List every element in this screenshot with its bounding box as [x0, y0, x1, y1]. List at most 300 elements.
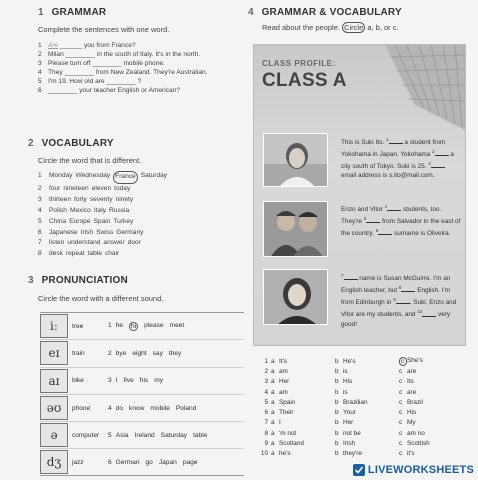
pronunciation-row — [40, 367, 244, 394]
enzo-vitor-photo — [263, 201, 328, 257]
pronunciation-word[interactable]: Poland — [175, 404, 197, 412]
option-text: am no — [407, 429, 425, 437]
keyword: bike — [72, 377, 84, 385]
vocabulary-word[interactable]: Swiss — [96, 228, 114, 236]
pronunciation-word[interactable]: Asia — [115, 431, 129, 439]
question-number: 9 — [264, 440, 268, 448]
option-c[interactable] — [399, 450, 463, 457]
option-a[interactable] — [271, 368, 335, 375]
pronunciation-word[interactable]: know — [129, 404, 145, 412]
item-number: 1 — [38, 42, 42, 49]
option-b[interactable] — [335, 358, 399, 365]
pronunciation-word[interactable]: Ireland — [134, 431, 155, 439]
paragraph-suki — [341, 135, 461, 180]
gap-blank[interactable] — [396, 298, 410, 304]
answer-row — [258, 387, 474, 397]
liveworksheets-logo — [352, 463, 474, 477]
item-number: 2 — [38, 184, 42, 192]
answer-blank[interactable]: ________ — [64, 69, 94, 77]
option-letter: b — [335, 440, 339, 448]
grammar-item — [38, 86, 238, 95]
susan-photo — [263, 269, 328, 325]
option-a[interactable] — [271, 450, 335, 457]
vocabulary-word[interactable]: Russia — [108, 206, 130, 214]
option-letter: b — [335, 450, 339, 458]
vocabulary-word[interactable]: Spain — [93, 217, 111, 225]
item-number: 2 — [38, 51, 42, 59]
option-letter: a — [271, 440, 275, 448]
pronunciation-word[interactable]: mobile — [150, 404, 170, 412]
profile-title: CLASS A — [262, 70, 347, 91]
option-b[interactable] — [335, 368, 399, 375]
vocabulary-heading — [28, 138, 114, 149]
vocabulary-word[interactable]: France — [113, 171, 138, 184]
option-c[interactable] — [399, 368, 463, 375]
option-text: His — [343, 378, 353, 386]
option-b[interactable] — [335, 430, 399, 437]
vocabulary-word[interactable]: chair — [104, 250, 120, 258]
item-number: 5 — [108, 431, 112, 439]
paragraph-enzo-vitor — [341, 202, 461, 238]
grammar-item — [38, 41, 238, 50]
question-number: 7 — [264, 419, 268, 427]
vocabulary-word[interactable]: Saturday — [140, 172, 168, 179]
option-letter: c — [399, 357, 407, 366]
option-letter: c — [399, 440, 403, 448]
option-c[interactable] — [399, 440, 463, 447]
option-a[interactable] — [271, 399, 335, 406]
item-body: Are ______ you from France? — [48, 42, 136, 49]
item-number: 2 — [108, 349, 112, 357]
vocabulary-word[interactable]: Turkey — [113, 217, 134, 225]
vocabulary-word[interactable]: Europe — [69, 217, 91, 225]
phonetic-symbol: ə — [40, 423, 68, 447]
answer-blank[interactable]: ________ — [92, 60, 122, 68]
item-body — [48, 50, 200, 59]
vocabulary-item — [38, 249, 238, 260]
gap-blank[interactable] — [344, 274, 358, 280]
pronunciation-row — [40, 312, 244, 339]
option-b[interactable] — [335, 450, 399, 457]
keyword: phone — [72, 404, 91, 412]
section-title: GRAMMAR & VOCABULARY — [261, 7, 402, 18]
gap-number: 3 — [428, 161, 431, 167]
grammar-item — [38, 77, 238, 86]
option-text: they're — [343, 450, 362, 458]
item-number: 6 — [108, 458, 112, 466]
question-number: 2 — [264, 367, 268, 375]
answer-row — [258, 377, 474, 387]
option-c[interactable] — [399, 419, 463, 426]
option-letter: a — [271, 388, 275, 396]
item-number: 4 — [38, 69, 42, 77]
liveworksheets-logo-icon — [352, 463, 366, 477]
item-text: you from France? — [83, 42, 136, 49]
item-number: 3 — [38, 195, 42, 203]
paragraph-text: students, too. They're — [341, 206, 442, 226]
answer-row — [258, 418, 474, 428]
gap-blank[interactable] — [431, 162, 445, 168]
item-prefix: I'm 19. How old are — [48, 78, 105, 86]
item-number: 1 — [38, 172, 42, 179]
grammar-item — [38, 50, 238, 59]
profile-subtitle: CLASS PROFILE: — [262, 59, 336, 68]
vocabulary-word[interactable]: answer — [103, 239, 125, 247]
option-letter: b — [335, 367, 339, 375]
paragraph-text: from Salvador in the east of the country. — [341, 218, 461, 238]
option-b[interactable] — [335, 419, 399, 426]
gap-blank[interactable] — [375, 228, 392, 235]
option-letter: b — [335, 419, 339, 427]
question-number: 3 — [264, 378, 268, 386]
vocabulary-word[interactable]: desk — [49, 250, 63, 258]
option-letter: b — [335, 357, 339, 365]
paragraph-text: a student from Yokohama in Japan. Yokohama — [341, 139, 446, 159]
option-text: are — [407, 388, 417, 396]
option-a[interactable] — [271, 358, 335, 365]
vocabulary-word[interactable]: eleven — [91, 184, 112, 192]
option-text: am — [279, 388, 288, 396]
option-letter: b — [335, 398, 339, 406]
reading-instruction — [262, 23, 399, 32]
gap-number: 10 — [417, 309, 423, 315]
item-number: 4 — [108, 404, 112, 412]
pronunciation-word[interactable]: eight — [132, 349, 147, 357]
grammar-heading — [38, 7, 106, 18]
option-c[interactable] — [399, 409, 463, 416]
keyword: computer — [72, 431, 100, 439]
item-number: 3 — [38, 60, 42, 68]
logo-text: LIVEWORKSHEETS — [367, 464, 474, 476]
pronunciation-word[interactable]: table — [193, 431, 208, 439]
option-letter: c — [399, 398, 403, 406]
answer-row — [258, 397, 474, 407]
item-body — [48, 68, 208, 77]
paragraph-text: a city south of Tokyo. Suki is 25. — [341, 151, 454, 171]
paragraph-text: name is Susan McGuirre. I'm an English teacher, but — [341, 275, 451, 295]
phonetic-symbol: iː — [40, 314, 68, 338]
keyword: tree — [72, 322, 84, 330]
grammar-item — [38, 68, 238, 77]
gap-number: 1 — [386, 137, 389, 142]
paragraph-text: English. I'm from Edinburgh in — [341, 287, 451, 307]
question-number: 5 — [264, 398, 268, 406]
option-a[interactable] — [271, 378, 335, 385]
vocabulary-word[interactable]: understand — [67, 239, 101, 247]
option-text: 'm not — [279, 429, 297, 437]
option-a[interactable] — [271, 389, 335, 396]
vocabulary-instruction: Circle the word that is different. — [38, 156, 142, 165]
item-prefix: Milan — [48, 51, 64, 59]
vocabulary-word[interactable]: today — [114, 184, 131, 192]
keyword: train — [72, 349, 85, 357]
option-text: Their — [279, 409, 294, 417]
pronunciation-word[interactable]: German — [115, 458, 140, 466]
pronunciation-heading — [28, 275, 128, 286]
instruction-text-end: a, b, or c. — [365, 23, 399, 32]
answer-blank[interactable]: ________ — [106, 78, 136, 86]
word-group — [108, 350, 181, 357]
item-text: ? — [137, 78, 142, 86]
option-text: I — [279, 419, 281, 427]
gap-number: 4 — [384, 204, 388, 209]
pronunciation-word[interactable]: they — [168, 349, 182, 357]
suki-photo — [263, 133, 328, 187]
item-text: from New Zealand. They're Australian. — [95, 69, 208, 77]
vocabulary-word[interactable]: China — [49, 217, 67, 225]
vocabulary-item — [38, 238, 238, 249]
section-title: PRONUNCIATION — [41, 275, 128, 286]
item-number: 7 — [38, 239, 42, 247]
pronunciation-word[interactable]: my — [154, 377, 164, 385]
option-letter: a — [271, 419, 275, 427]
vocabulary-item — [38, 228, 238, 239]
option-b[interactable] — [335, 389, 399, 396]
word-group — [108, 459, 197, 466]
option-letter: b — [335, 378, 339, 386]
question-number: 6 — [264, 409, 268, 417]
pronunciation-word[interactable]: his — [139, 377, 149, 385]
item-number: 5 — [38, 217, 42, 225]
option-letter: c — [399, 450, 403, 458]
option-letter: a — [271, 429, 275, 437]
option-b[interactable] — [335, 378, 399, 385]
vocabulary-word[interactable]: nineteen — [63, 184, 89, 192]
option-a[interactable] — [271, 409, 335, 416]
option-c[interactable] — [399, 389, 463, 396]
vocabulary-word[interactable]: listen — [49, 239, 65, 247]
option-text: is — [343, 367, 348, 375]
option-text: Irish — [343, 440, 356, 448]
item-text: mobile phone. — [123, 60, 165, 68]
question-number: 10 — [260, 450, 268, 458]
option-text: Brazil — [407, 398, 423, 406]
question-number: 1 — [264, 357, 268, 365]
phonetic-symbol: eɪ — [40, 341, 68, 365]
option-text: It's — [279, 357, 287, 365]
vocabulary-item — [38, 217, 238, 228]
gap-number: 7 — [341, 273, 344, 278]
word-group — [108, 432, 207, 439]
option-c[interactable] — [399, 399, 463, 406]
vocabulary-word[interactable]: seventy — [89, 195, 113, 203]
paragraph-text: email address is s.ito@mail.com. — [341, 172, 435, 180]
vocabulary-word[interactable]: door — [127, 239, 141, 247]
item-body — [48, 86, 180, 95]
vocabulary-list — [38, 171, 238, 260]
option-text: She's — [407, 356, 423, 364]
pronunciation-word[interactable]: Saturday — [160, 431, 188, 439]
answer-row — [258, 449, 474, 459]
vocabulary-word[interactable]: Monday — [49, 172, 73, 179]
vocabulary-word[interactable]: Italy — [93, 206, 106, 214]
vocabulary-item — [38, 206, 238, 217]
answer-row — [258, 366, 474, 376]
gap-blank[interactable] — [422, 311, 436, 317]
option-letter: c — [399, 419, 403, 427]
pronunciation-word[interactable]: five — [123, 377, 134, 385]
option-text: Scottish — [407, 440, 430, 448]
vocabulary-word[interactable]: Mexico — [69, 206, 91, 214]
vocabulary-word[interactable]: table — [87, 250, 102, 258]
item-number: 5 — [38, 78, 42, 86]
pronunciation-table — [40, 312, 244, 476]
item-body — [48, 59, 165, 68]
option-letter: c — [399, 367, 403, 375]
option-c[interactable] — [399, 430, 463, 437]
paragraph-text: very good! — [341, 311, 451, 328]
option-a[interactable] — [271, 440, 335, 447]
grammar-item — [38, 59, 238, 68]
pronunciation-word[interactable]: go — [145, 458, 153, 466]
gap-blank[interactable] — [363, 216, 380, 223]
option-text: are — [407, 367, 417, 375]
paragraph-susan — [341, 271, 461, 329]
pronunciation-word[interactable]: he — [115, 321, 124, 329]
option-letter: a — [271, 450, 275, 458]
paragraph-text: This is Suki Ito. — [341, 139, 387, 147]
word-group — [108, 377, 163, 384]
item-number: 4 — [38, 206, 42, 214]
pronunciation-instruction: Circle the word with a different sound. — [38, 294, 164, 303]
pronunciation-word[interactable]: Japan — [158, 458, 177, 466]
section-number: 2 — [28, 138, 34, 149]
gap-number: 5 — [363, 216, 367, 222]
option-b[interactable] — [335, 440, 399, 447]
option-b[interactable] — [335, 399, 399, 406]
option-text: He's — [343, 357, 356, 365]
example-answer: Are — [48, 42, 59, 49]
item-number: 3 — [108, 377, 112, 385]
option-text: Her — [343, 419, 354, 427]
option-letter: a — [271, 409, 275, 417]
option-letter: c — [399, 388, 403, 396]
reading-heading — [248, 7, 402, 18]
vocabulary-word[interactable]: Wednesday — [75, 172, 111, 179]
option-letter: c — [399, 429, 403, 437]
answer-blank[interactable]: ________ — [48, 87, 78, 95]
item-prefix: Please turn off — [48, 60, 91, 68]
section-title: VOCABULARY — [41, 138, 114, 149]
gap-blank[interactable] — [435, 150, 449, 156]
pronunciation-word[interactable]: do — [115, 404, 124, 412]
building-graphic — [345, 45, 465, 130]
gap-blank[interactable] — [398, 285, 415, 292]
option-text: not be — [343, 429, 361, 437]
grammar-list — [38, 41, 238, 96]
gap-blank[interactable] — [389, 138, 403, 144]
gap-blank[interactable] — [384, 204, 401, 211]
pronunciation-word[interactable]: I — [115, 377, 118, 385]
item-text: in the south of Italy. It's in the north. — [96, 51, 201, 59]
vocabulary-word[interactable]: thirteen — [49, 195, 71, 203]
keyword: jazz — [72, 458, 84, 466]
item-number: 6 — [38, 87, 42, 95]
gap-number: 6 — [375, 228, 379, 234]
answer-row — [258, 428, 474, 438]
answer-options — [258, 356, 474, 459]
option-b[interactable] — [335, 409, 399, 416]
vocabulary-item — [38, 171, 238, 184]
option-text: it's — [407, 450, 415, 458]
answer-blank[interactable]: ________ — [65, 51, 95, 59]
option-text: Brazilian — [343, 398, 368, 406]
pronunciation-row — [40, 339, 244, 366]
option-a[interactable] — [271, 419, 335, 426]
vocabulary-word[interactable]: Germany — [116, 228, 144, 236]
pronunciation-word[interactable]: say — [152, 349, 163, 357]
option-letter: a — [271, 367, 275, 375]
class-profile-box — [253, 44, 466, 346]
question-number: 8 — [264, 429, 268, 437]
option-letter: b — [335, 429, 339, 437]
section-number: 1 — [38, 7, 44, 18]
phonetic-symbol: aɪ — [40, 369, 68, 393]
pronunciation-word[interactable]: meet — [169, 321, 185, 329]
option-c[interactable] — [399, 357, 463, 366]
vocabulary-word[interactable]: Polish — [49, 206, 67, 214]
grammar-instruction: Complete the sentences with one word. — [38, 25, 170, 34]
vocabulary-word[interactable]: forty — [74, 195, 87, 203]
option-letter: b — [335, 388, 339, 396]
question-number: 4 — [264, 388, 268, 396]
vocabulary-word[interactable]: repeat — [65, 250, 85, 258]
vocabulary-word[interactable]: Irish — [80, 228, 94, 236]
vocabulary-item — [38, 195, 238, 206]
option-letter: c — [399, 378, 403, 386]
option-text: is — [343, 388, 348, 396]
option-letter: a — [271, 357, 275, 365]
gap-number: 9 — [393, 297, 396, 303]
gap-number: 8 — [398, 285, 402, 291]
phonetic-symbol: əʊ — [40, 396, 68, 420]
option-text: Scotland — [279, 440, 304, 448]
option-c[interactable] — [399, 378, 463, 385]
answer-row — [258, 438, 474, 448]
pronunciation-row — [40, 394, 244, 421]
instruction-text: Read about the people. — [262, 23, 343, 32]
option-text: Your — [343, 409, 356, 417]
option-text: he's — [279, 450, 291, 458]
answer-row — [258, 356, 474, 366]
option-a[interactable] — [271, 430, 335, 437]
answer-row — [258, 407, 474, 417]
vocabulary-word[interactable]: Japanese — [49, 228, 78, 236]
paragraph-text: surname is Oliveira. — [392, 230, 451, 238]
pronunciation-word[interactable]: bye — [115, 349, 127, 357]
vocabulary-word[interactable]: ninety — [115, 195, 134, 203]
option-text: am — [279, 367, 288, 375]
item-number: 1 — [108, 321, 112, 329]
section-number: 3 — [28, 275, 34, 286]
pronunciation-word[interactable]: page — [182, 458, 198, 466]
vocabulary-item — [38, 184, 238, 195]
pronunciation-row — [40, 421, 244, 448]
option-letter: c — [399, 409, 403, 417]
vocabulary-word[interactable]: four — [49, 184, 61, 192]
item-text: your teacher English or American? — [79, 87, 180, 95]
pronunciation-word[interactable]: hi — [131, 322, 137, 330]
pronunciation-row — [40, 448, 244, 475]
pronunciation-word[interactable]: please — [144, 321, 164, 329]
option-text: Spain — [279, 398, 296, 406]
gap-number: 2 — [432, 149, 435, 155]
paragraph-text: Enzo and Vitor — [341, 206, 385, 214]
option-letter: b — [335, 409, 339, 417]
section-number: 4 — [248, 7, 254, 18]
item-number: 6 — [38, 228, 42, 236]
section-title: GRAMMAR — [51, 7, 107, 18]
